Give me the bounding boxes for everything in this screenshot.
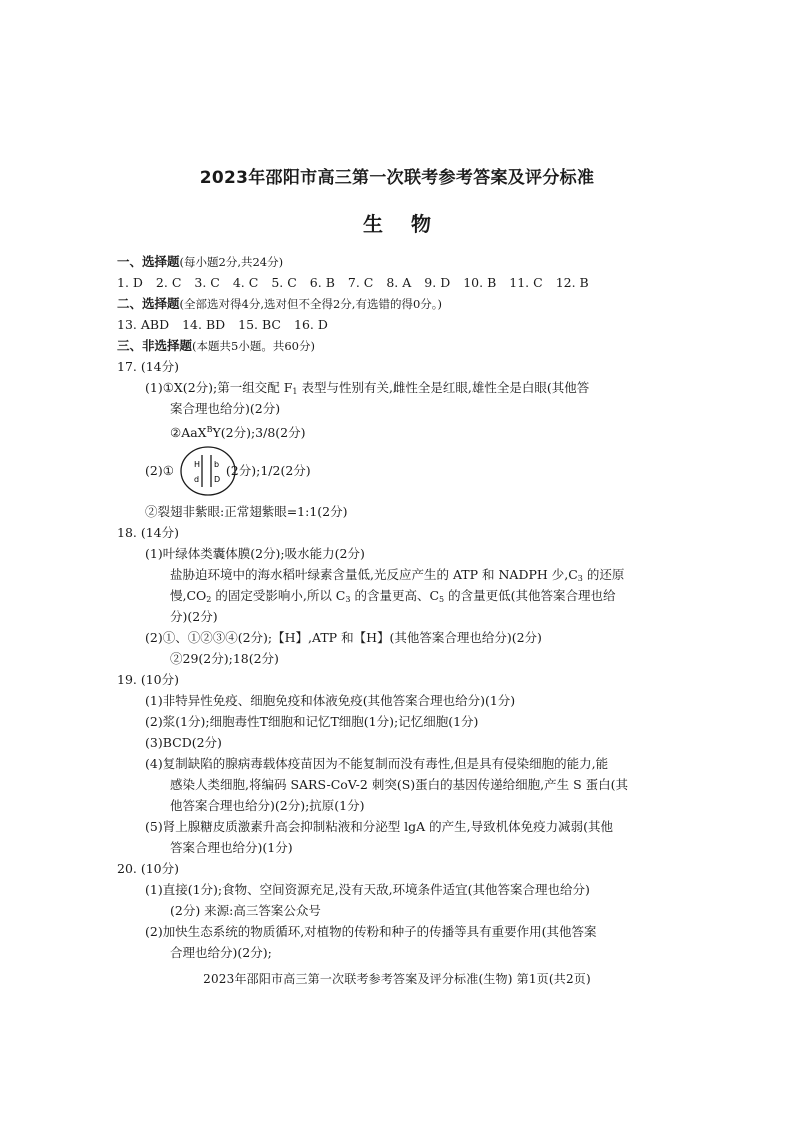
q17-p1-text-a: (1)①X(2分);第一组交配 F [145,380,293,395]
answer-3: 3. C [194,275,220,290]
q18-part1-line1: (1)叶绿体类囊体膜(2分);吸水能力(2分) [145,546,365,561]
answer-4: 4. C [232,275,259,290]
q18-p1b-text: 盐胁迫环境中的海水稻叶绿素含量低,光反应产生的 ATP 和 NADPH 少,C [170,567,578,582]
answer-9: 9. D [424,275,451,290]
q18-p1c-d: 的含量更低(其他答案合理也给 [444,588,616,603]
q18-part1-line3 [170,586,615,610]
q20-part2-line2: 合理也给分)(2分); [170,945,272,960]
section-2-heading [117,294,442,314]
q18-p1c-sub3: 5 [439,595,445,604]
answer-5: 5. C [271,275,297,290]
section-1-heading [117,252,283,272]
subject-heading [0,208,794,237]
q17-genotype-sup: B [206,425,213,434]
q19-part5-line1: (5)肾上腺糖皮质激素升高会抑制粘液和分泌型 lgA 的产生,导致机体免疫力减弱(其他 [145,819,614,834]
section-3-heading [117,336,315,356]
gene-label-D: D [214,475,221,484]
answer-6: 6. B [309,275,335,290]
q17-part2-line2: ②裂翅非紫眼:正常翅紫眼=1:1(2分) [145,504,348,519]
q18-part1-line4: 分)(2分) [170,609,218,624]
section-2-label: 二、选择题 [117,296,180,311]
q19-part4-line3: 他答案合理也给分)(2分);抗原(1分) [170,798,365,813]
section-2-note: (全部选对得4分,选对但不全得2分,有选错的得0分。) [179,297,442,311]
answer-11: 11. C [509,275,543,290]
q20-part2-line1: (2)加快生态系统的物质循环,对植物的传粉和种子的传播等具有重要作用(其他答案 [145,924,597,939]
answer-12: 12. B [555,275,589,290]
gene-label-d: d [194,475,200,484]
answer-1: 1. D [117,275,143,290]
section-1-note: (每小题2分,共24分) [179,255,284,269]
q18-p1c-sub1: 2 [206,595,212,604]
q17-p2-post: (2分);1/2(2分) [225,463,311,478]
section-1-label: 一、选择题 [117,254,180,269]
q17-p1-text-b: 表型与性别有关,雌性全是红眼,雄性全是白眼(其他答 [297,380,590,395]
q17-genotype-a: ②AaX [170,425,207,440]
section-3-note: (本题共5小题。共60分) [192,339,315,353]
answer-8: 8. A [386,275,412,290]
answer-10: 10. B [463,275,497,290]
q18-p1b-sub: 3 [577,574,583,583]
section-3-label: 三、非选择题 [117,338,193,353]
q20-heading: 20. (10分) [117,861,180,876]
answer-7: 7. C [347,275,374,290]
q17-p2-pre: (2)① [145,463,174,478]
page-footer: 2023年邵阳市高三第一次联考参考答案及评分标准(生物) 第1页(共2页) [203,972,591,986]
q17-genotype-b: Y(2分);3/8(2分) [212,425,306,440]
answer-14: 14. BD [182,317,226,332]
multi-answer-row [117,315,341,335]
q19-part5-line2: 答案合理也给分)(1分) [170,840,293,855]
q18-heading: 18. (14分) [117,525,180,540]
q20-part1-line1: (1)直接(1分);食物、空间资源充足,没有天敌,环境条件适宜(其他答案合理也给分) [145,882,590,897]
answer-2: 2. C [155,275,182,290]
gene-label-H: H [194,460,201,469]
mc-answer-row [117,273,602,293]
subject-char-2: 物 [411,212,431,236]
q18-p1c-sub2: 3 [345,595,351,604]
q19-part1: (1)非特异性免疫、细胞免疫和体液免疫(其他答案合理也给分)(1分) [145,693,516,708]
q19-part4-line2: 感染人类细胞,将编码 SARS-CoV-2 刺突(S)蛋白的基因传递给细胞,产生 S 蛋白(其 [170,777,628,792]
q19-part4-line1: (4)复制缺陷的腺病毒载体疫苗因为不能复制而没有毒性,但是具有侵染细胞的能力,能 [145,756,609,771]
q18-p1c-c: 的含量更高、C [350,588,440,603]
q18-p1c-a: 慢,CO [170,588,207,603]
chromosome-diagram [179,445,237,497]
q17-p1-sub: 1 [292,387,298,396]
answer-16: 16. D [294,317,328,332]
q19-heading: 19. (10分) [117,672,180,687]
q18-part2-line1: (2)①、①②③④(2分);【H】,ATP 和【H】(其他答案合理也给分)(2分) [145,630,542,645]
answer-13: 13. ABD [117,317,170,332]
q17-part1-line2: 案合理也给分)(2分) [170,401,281,416]
q18-p1c-b: 的固定受影响小,所以 C [211,588,346,603]
page-title: 2023年邵阳市高三第一次联考参考答案及评分标准 [199,168,595,188]
q17-heading: 17. (14分) [117,359,180,374]
q20-part1-line2: (2分) 来源:高三答案公众号 [170,903,321,918]
q18-part2-line2: ②29(2分);18(2分) [170,651,279,666]
q19-part2: (2)浆(1分);细胞毒性T细胞和记忆T细胞(1分);记忆细胞(1分) [145,714,479,729]
subject-char-1: 生 [363,212,383,236]
gene-label-b: b [214,460,220,469]
answer-15: 15. BC [238,317,281,332]
q18-p1b-rest: 的还原 [582,567,625,582]
q19-part3: (3)BCD(2分) [145,735,222,750]
q17-part1-line3 [170,420,305,443]
